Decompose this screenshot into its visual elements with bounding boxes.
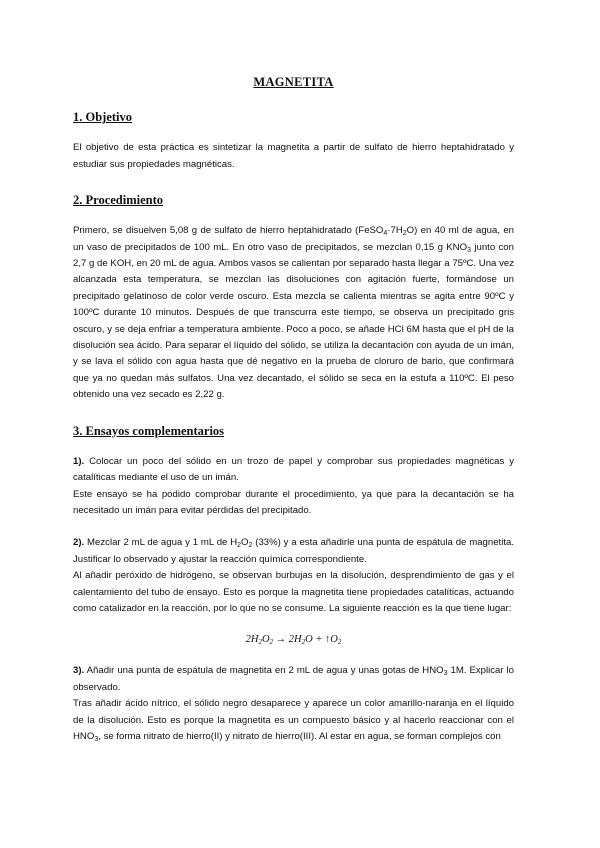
ensayo-2-number: 2).	[73, 537, 85, 549]
formula-part: O	[241, 537, 249, 549]
ensayo-1-answer: Este ensayo se ha podido comprobar durante el procedimiento, ya que para la decantación se ha necesitado un imán para evitar pérdidas del precipitado.	[73, 488, 514, 516]
ensayo-3-answer-text-b: , se forma nitrato de hierro(II) y nitrato de hierro(III). Al estar en agua, se forman complejos con	[98, 730, 501, 742]
formula-subscript: 4	[383, 230, 388, 238]
procedimiento-text-c: junto con 2,7 g de KOH, en 20 mL de agua. Ambos vasos se calientan por separado hasta llegar a 75ºC. Una vez alcanzada esta temperatura, se mezclan las disoluciones con agitación fuerte, formándose un precipitado gelatinoso de color verde oscuro. Esta mezcla se calienta mientras se agita entre 90ºC y 100ºC durante 10 minutos. Después de que transcurra este tiempo, se observa un precipitado gris oscuro, y se deja enfriar a temperatura ambiente. Poco a poco, se añade HCl 6M hasta que el pH de la disolución sea ácido. Para separar el líquido del sólido, se utiliza la decantación con ayuda de un imán, y se lava el sólido con agua hasta que dé negativo en la prueba de cloruro de bario, que confirmará que ya no quedan más sulfatos. Una vez decantado, el sólido se seca en la estufa a 110ºC. El peso obtenido una vez secado es 2,22 g.	[73, 241, 514, 401]
procedimiento-text-b: en 40 ml de agua, en un vaso de precipitados de 100 mL. En otro vaso de precipitados, se mezclan 0,15 g KNO	[73, 225, 514, 253]
formula-subscript: 2	[237, 542, 242, 550]
procedimiento-text-a: Primero, se disuelven 5,08 g de sulfato de hierro heptahidratado (FeSO	[73, 225, 384, 237]
ensayo-3-question-text-a: Añadir una punta de espátula de magnetita en 2 mL de agua y unas gotas de HNO	[84, 665, 444, 677]
formula-subscript: 2	[248, 542, 253, 550]
ensayo-1-number: 1).	[73, 455, 85, 467]
equation-term: 2H	[245, 634, 259, 646]
formula-subscript: 3	[467, 246, 471, 254]
reaction-equation	[73, 631, 514, 649]
ensayo-1-question	[73, 454, 514, 487]
equation-subscript: 2	[301, 638, 306, 647]
ensayo-3-number: 3).	[73, 665, 85, 677]
formula-part: ·7H	[387, 225, 403, 237]
equation-term: O	[261, 634, 270, 646]
equation-term: → 2H	[273, 634, 302, 646]
equation-term: O + ↑O	[305, 634, 338, 646]
ensayo-2-question-text-a: Mezclar 2 mL de agua y 1 mL de H	[84, 537, 238, 549]
formula-subscript: 3	[443, 670, 448, 678]
ensayo-3-question-text-b: 1M. Explicar lo observado.	[73, 665, 515, 693]
ensayo-2-question-text-b: (33%) y a esta añadirle una punta de espátula de magnetita. Justificar lo observado y ajustar la reacción química correspondiente.	[73, 537, 514, 565]
formula-subscript: 3	[94, 735, 99, 743]
objetivo-paragraph: El objetivo de esta práctica es sintetizar la magnetita a partir de sulfato de hierro heptahidratado y estudiar sus propiedades magnéticas.	[73, 142, 514, 170]
equation-subscript: 2	[337, 638, 342, 647]
ensayo-3-answer	[73, 696, 514, 745]
ensayo-2-answer: Al añadir peróxido de hidrógeno, se observan burbujas en la disolución, desprendimiento de gas y el calentamiento del tubo de ensayo. Esto es porque la magnetita tiene propiedades catalíticas, actuando como catalizador en la reacción, por lo que no se consume. La siguiente reacción es la que tiene lugar:	[73, 570, 514, 614]
ensayo-1-question-text: Colocar un poco del sólido en un trozo de papel y comprobar sus propiedades magnéticas y catalíticas mediante el uso de un imán.	[73, 455, 514, 484]
formula-subscript: 2	[402, 230, 407, 238]
heading-ensayos: 3. Ensayos complementarios	[73, 423, 225, 438]
heading-procedimiento: 2. Procedimiento	[73, 193, 164, 208]
equation-subscript: 2	[258, 638, 262, 647]
procedimiento-paragraph	[73, 223, 514, 403]
ensayo-3-question	[73, 663, 514, 696]
ensayo-3-answer-text-a: Tras añadir ácido nítrico, el sólido negro desaparece y aparece un color amarillo-naranja en el líquido de la disolución. Esto es porque la magnetita es un compuesto básico y al hacerlo reaccionar con el HNO	[73, 698, 514, 742]
equation-subscript: 2	[269, 638, 274, 647]
ensayo-2-question	[73, 535, 514, 568]
document-title: MAGNETITA	[253, 75, 334, 89]
formula-part: O)	[406, 225, 418, 237]
heading-objetivo: 1. Objetivo	[73, 110, 133, 125]
